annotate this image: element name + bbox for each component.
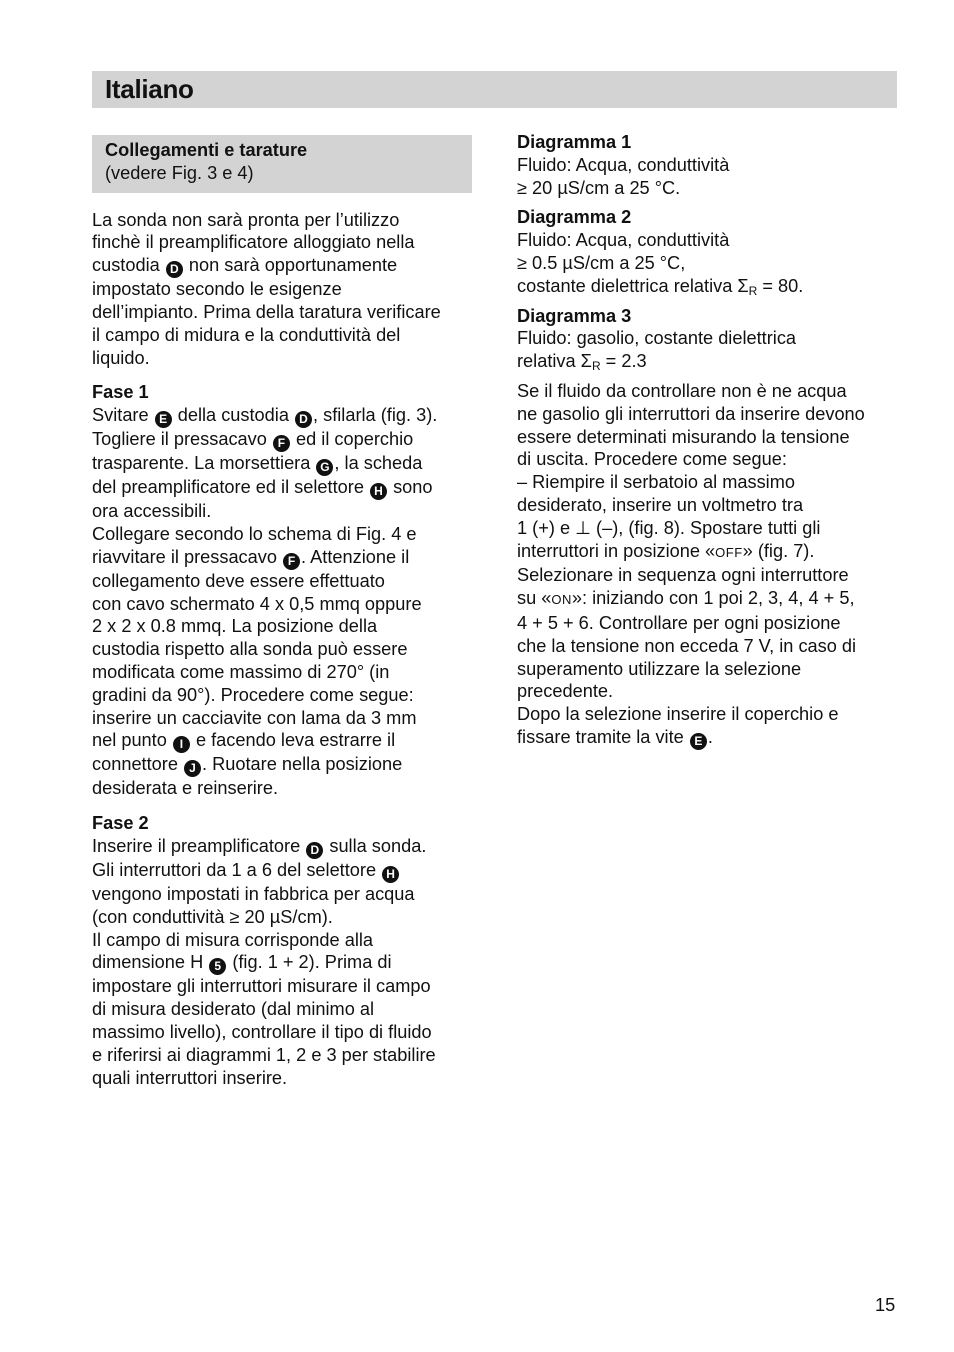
language-header bbox=[92, 71, 897, 108]
text-line: vengono impostati in fabbrica per acqua bbox=[92, 883, 415, 904]
text-line: liquido. bbox=[92, 347, 150, 368]
text-line: costante dielettrica relativa Σ bbox=[517, 275, 749, 296]
text-line: precedente. bbox=[517, 681, 614, 702]
fase2-section bbox=[92, 812, 472, 1089]
diagram3-heading: Diagramma 3 bbox=[517, 305, 632, 326]
text-line: . bbox=[707, 726, 713, 747]
text-line: modificata come massimo di 270° (in bbox=[92, 661, 390, 682]
text-line: 2 x 2 x 0.8 mmq. La posizione della bbox=[92, 616, 378, 637]
right-column bbox=[517, 131, 902, 750]
text-line: custodia bbox=[92, 255, 160, 276]
text-line: e riferirsi ai diagrammi 1, 2 e 3 per stabilire bbox=[92, 1044, 436, 1065]
text-line: custodia rispetto alla sonda può essere bbox=[92, 639, 408, 660]
text-line: 1 (+) e ⊥ (–), (fig. 8). Spostare tutti gli bbox=[517, 517, 821, 538]
fase1-section bbox=[92, 381, 472, 800]
text-line: di misura desiderato (dal minimo al bbox=[92, 999, 375, 1020]
page-title: Italiano bbox=[105, 74, 194, 104]
text-line: di uscita. Procedere come segue: bbox=[517, 449, 787, 470]
text-line: impostato secondo le esigenze bbox=[92, 279, 342, 300]
text-line: (fig. 1 + 2). Prima di bbox=[227, 952, 392, 973]
text-line: Dopo la selezione inserire il coperchio e bbox=[517, 704, 839, 725]
text-line: 4 + 5 + 6. Controllare per ogni posizione bbox=[517, 612, 841, 633]
text-line: relativa Σ bbox=[517, 351, 592, 372]
text-line: sulla sonda. bbox=[324, 835, 427, 856]
callout-d-icon: D bbox=[295, 411, 312, 428]
text-line: ed il coperchio bbox=[290, 429, 414, 450]
text-line: collegamento deve essere effettuato bbox=[92, 570, 385, 591]
text-line: , sfilarla (fig. 3). bbox=[313, 405, 438, 426]
text-line: Fluido: Acqua, conduttività bbox=[517, 154, 730, 175]
section-header-box bbox=[92, 135, 472, 193]
text-line: Selezionare in sequenza ogni interruttore bbox=[517, 565, 849, 586]
text-line: dell’impianto. Prima della taratura verificare bbox=[92, 301, 441, 322]
intro-paragraph bbox=[92, 209, 472, 370]
text-line: massimo livello), controllare il tipo di fluido bbox=[92, 1021, 432, 1042]
subscript: R bbox=[591, 359, 601, 374]
diagram1-section bbox=[517, 131, 902, 199]
section-title: Collegamenti e tarature bbox=[105, 140, 308, 160]
page-number: 15 bbox=[875, 1295, 896, 1315]
fase2-heading: Fase 2 bbox=[92, 813, 149, 834]
text-line: Il campo di misura corrisponde alla bbox=[92, 929, 374, 950]
text-line: La sonda non sarà pronta per l’utilizzo bbox=[92, 209, 400, 230]
section-subtitle: (vedere Fig. 3 e 4) bbox=[105, 162, 254, 183]
text-line: con cavo schermato 4 x 0,5 mmq oppure bbox=[92, 593, 422, 614]
callout-d-icon: D bbox=[306, 842, 323, 859]
procedure-paragraph bbox=[517, 380, 902, 750]
text-line: desiderata e reinserire. bbox=[92, 778, 279, 799]
text-line: del preamplificatore ed il selettore bbox=[92, 477, 364, 498]
text-line: il campo di midura e la conduttività del bbox=[92, 324, 401, 345]
callout-5-icon: 5 bbox=[209, 958, 226, 975]
callout-h-icon: H bbox=[382, 866, 399, 883]
text-line: trasparente. La morsettiera bbox=[92, 453, 311, 474]
text-line: ≥ 20 µS/cm a 25 °C. bbox=[517, 177, 681, 198]
text-line: inserire un cacciavite con lama da 3 mm bbox=[92, 707, 417, 728]
text-line: Svitare bbox=[92, 405, 149, 426]
text-line: che la tensione non ecceda 7 V, in caso di bbox=[517, 635, 857, 656]
text-line: gradini da 90°). Procedere come segue: bbox=[92, 684, 414, 705]
small-caps-text: OFF bbox=[715, 544, 743, 560]
text-line: quali interruttori inserire. bbox=[92, 1067, 288, 1088]
callout-d-icon: D bbox=[166, 261, 183, 278]
text-line: ≥ 0.5 µS/cm a 25 °C, bbox=[517, 252, 686, 273]
callout-e-icon: E bbox=[155, 411, 172, 428]
text-line: dimensione H bbox=[92, 952, 204, 973]
text-line: sono bbox=[388, 477, 433, 498]
text-line: Collegare secondo lo schema di Fig. 4 e bbox=[92, 523, 417, 544]
callout-h-icon: H bbox=[370, 483, 387, 500]
text-line: = 80. bbox=[757, 275, 804, 296]
text-line: (con conduttività ≥ 20 µS/cm). bbox=[92, 906, 333, 927]
subscript: R bbox=[748, 283, 758, 298]
text-line: = 2.3 bbox=[600, 351, 647, 372]
text-line: nel punto bbox=[92, 730, 167, 751]
text-line: Togliere il pressacavo bbox=[92, 429, 267, 450]
text-line: »: iniziando con 1 poi 2, 3, 4, 4 + 5, bbox=[571, 588, 855, 609]
text-line: non sarà opportunamente bbox=[183, 255, 398, 276]
text-line: impostare gli interruttori misurare il campo bbox=[92, 976, 431, 997]
diagram2-heading: Diagramma 2 bbox=[517, 207, 632, 228]
text-line: superamento utilizzare la selezione bbox=[517, 658, 802, 679]
text-line: , la scheda bbox=[334, 453, 423, 474]
fase1-heading: Fase 1 bbox=[92, 382, 149, 403]
text-line: » (fig. 7). bbox=[742, 540, 815, 561]
callout-i-icon: I bbox=[173, 736, 190, 753]
diagram1-heading: Diagramma 1 bbox=[517, 132, 632, 152]
text-line: su « bbox=[517, 588, 552, 609]
text-line: riavvitare il pressacavo bbox=[92, 546, 277, 567]
text-line: – Riempire il serbatoio al massimo bbox=[517, 472, 795, 493]
text-line: e facendo leva estrarre il bbox=[190, 730, 396, 751]
diagram3-section bbox=[517, 305, 902, 373]
callout-j-icon: J bbox=[184, 760, 201, 777]
small-caps-text: ON bbox=[551, 592, 572, 608]
text-line: ne gasolio gli interruttori da inserire devono bbox=[517, 403, 865, 424]
text-line: della custodia bbox=[172, 405, 294, 426]
text-line: Fluido: gasolio, costante dielettrica bbox=[517, 328, 797, 349]
text-line: . Ruotare nella posizione bbox=[202, 754, 403, 775]
text-line: connettore bbox=[92, 754, 178, 775]
text-line: Se il fluido da controllare non è ne acqua bbox=[517, 380, 847, 401]
callout-g-icon: G bbox=[316, 459, 333, 476]
text-line: Gli interruttori da 1 a 6 del selettore bbox=[92, 859, 377, 880]
text-line: interruttori in posizione « bbox=[517, 540, 716, 561]
text-line: essere determinati misurando la tensione bbox=[517, 426, 850, 447]
callout-f-icon: F bbox=[283, 553, 300, 570]
text-line: finchè il preamplificatore alloggiato nella bbox=[92, 232, 415, 253]
text-line: desiderato, inserire un voltmetro tra bbox=[517, 494, 804, 515]
callout-e-icon: E bbox=[690, 733, 707, 750]
text-line: Fluido: Acqua, conduttività bbox=[517, 230, 730, 251]
left-column bbox=[92, 135, 472, 1101]
diagram2-section bbox=[517, 206, 902, 297]
text-line: Inserire il preamplificatore bbox=[92, 835, 301, 856]
callout-f-icon: F bbox=[273, 435, 290, 452]
text-line: . Attenzione il bbox=[301, 546, 410, 567]
text-line: fissare tramite la vite bbox=[517, 726, 684, 747]
text-line: ora accessibili. bbox=[92, 501, 212, 522]
